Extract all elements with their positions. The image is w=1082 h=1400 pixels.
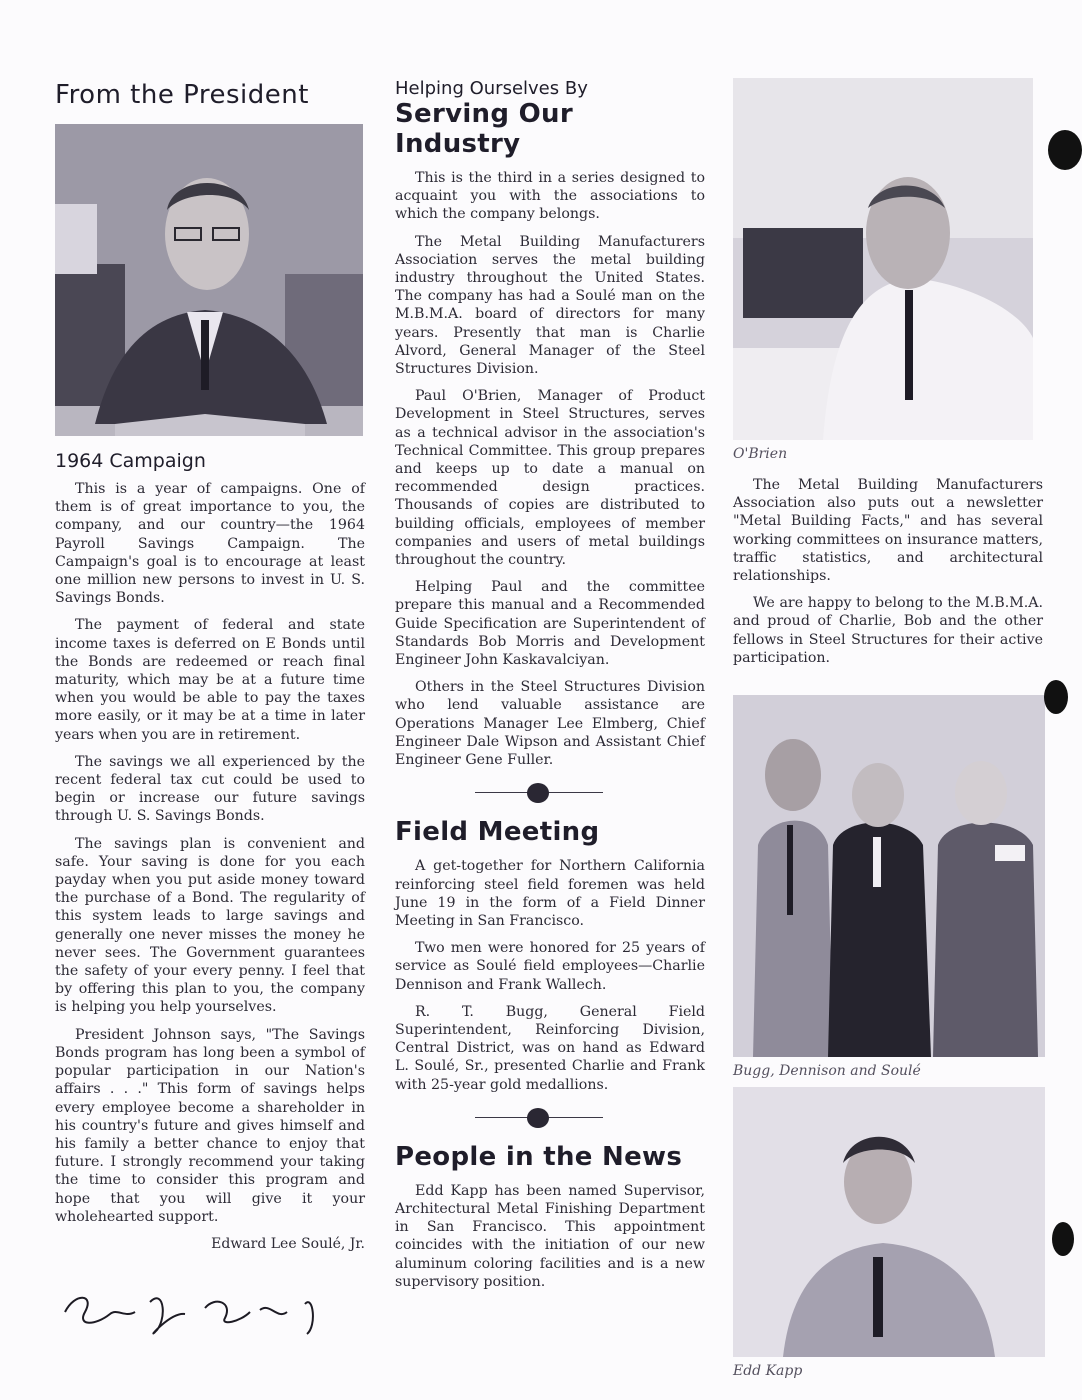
- page-title: From the President: [55, 80, 309, 110]
- kapp-caption: Edd Kapp: [733, 1363, 803, 1380]
- president-paragraph-3: The savings we all experienced by the recent federal tax cut could be used to begin or increase our future savings through U. S. Savings Bonds.: [55, 753, 365, 825]
- photos-column: [733, 78, 1043, 1379]
- industry-paragraph-3: Paul O'Brien, Manager of Product Development in Steel Structures, serves as a technical advisor in the association's Technical Committee. This group prepares and keeps up to date a manual on recommended design practices. Thousands of copies are distributed to building officials, employees of member companies and users of metal buildings throughout the country.: [395, 388, 705, 569]
- industry-paragraph-1: This is the third in a series designed to acquaint you with the associations to which the company belongs.: [395, 170, 705, 223]
- section-divider: [475, 783, 603, 803]
- group-photo: [733, 695, 1045, 1057]
- field-paragraph-1: A get-together for Northern California reinforcing steel field foremen was held June 19 in the form of a Field Dinner Meeting in San Francisco.: [395, 858, 705, 929]
- president-column: [55, 80, 365, 1346]
- industry-continued-paragraph-1: The Metal Building Manufacturers Association also puts out a newsletter "Metal Building Facts," and has several working committees on insurance matters, traffic statistics, and architectural relationships.: [733, 477, 1043, 585]
- handwritten-signature: [55, 1282, 355, 1342]
- president-paragraph-1: This is a year of campaigns. One of them is of great importance to you, the company, and our country—the 1964 Payroll Savings Campaign. The Campaign's goal is to encourage at least one million new persons to invest in U. S. Savings Bonds.: [55, 481, 365, 607]
- industry-paragraph-2: The Metal Building Manufacturers Association serves the metal building industry throughout the United States. The company has had a Soulé man on the M.B.M.A. board of directors for many years. Presently that man is Charlie Alvord, General Manager of the Steel Structures Division.: [395, 233, 705, 378]
- industry-column: [395, 78, 705, 1300]
- president-photo: [55, 124, 363, 436]
- president-paragraph-4: The savings plan is convenient and safe. Your saving is done for you each payday when you put aside money toward the purchase of a Bond. The regularity of this system leads to large savings and generally one never misses the money he never sees. The Government guarantees the safety of your every penny. I feel that by offering this plan to you, the company is helping you help yourselves.: [55, 835, 365, 1016]
- industry-paragraph-5: Others in the Steel Structures Division who lend valuable assistance are Operations Manager Lee Elmberg, Chief Engineer Dale Wipson and Assistant Chief Engineer Gene Fuller.: [395, 679, 705, 769]
- obrien-caption: O'Brien: [733, 446, 788, 462]
- group-caption: Bugg, Dennison and Soulé: [733, 1063, 921, 1080]
- binder-hole: [1052, 1222, 1074, 1256]
- industry-kicker: Helping Ourselves By: [395, 78, 588, 99]
- field-paragraph-3: R. T. Bugg, General Field Superintendent, Reinforcing Division, Central District, was on hand as Edward L. Soulé, Sr., presented Charlie and Frank with 25-year gold medallions.: [395, 1003, 705, 1093]
- obrien-portrait-image: [733, 78, 1033, 440]
- president-portrait-image: [55, 124, 363, 436]
- obrien-photo: [733, 78, 1033, 440]
- section-divider: [475, 1108, 603, 1128]
- president-paragraph-5: President Johnson says, "The Savings Bonds program has long been a symbol of popular participation in our Nation's affairs . . ." This form of savings helps every employee become a shareholder in his country's future and gives himself and his family a better chance to enjoy that future. I strongly recommend your taking the time to consider this program and hope that you will give it your wholehearted support.: [55, 1026, 365, 1225]
- field-paragraph-2: Two men were honored for 25 years of service as Soulé field employees—Charlie Dennison and Frank Wallech.: [395, 940, 705, 993]
- kapp-portrait-image: [733, 1087, 1045, 1357]
- people-news-title: People in the News: [395, 1141, 683, 1172]
- industry-title: Serving Our Industry: [395, 99, 573, 159]
- kapp-photo: [733, 1087, 1045, 1357]
- binder-hole: [1044, 680, 1068, 714]
- industry-continued-paragraph-2: We are happy to belong to the M.B.M.A. and proud of Charlie, Bob and the other fellows in Steel Structures for their active participation.: [733, 595, 1043, 666]
- president-paragraph-2: The payment of federal and state income taxes is deferred on E Bonds until the Bonds are redeemed or reach final maturity, which may be at a future time when you would be able to pay the taxes more easily, or it may be at a time in later years when you are in retirement.: [55, 617, 365, 743]
- group-portrait-image: [733, 695, 1045, 1057]
- campaign-heading: 1964 Campaign: [55, 450, 206, 472]
- field-meeting-title: Field Meeting: [395, 817, 600, 848]
- people-paragraph-1: Edd Kapp has been named Supervisor, Architectural Metal Finishing Department in San Francisco. This appointment coincides with the initiation of our new aluminum coloring facilities and is a new supervisory position.: [395, 1182, 705, 1290]
- signature-name: Edward Lee Soulé, Jr.: [211, 1235, 365, 1252]
- industry-paragraph-4: Helping Paul and the committee prepare this manual and a Recommended Guide Specification are Superintendent of Standards Bob Morris and Development Engineer John Kaskavalciyan.: [395, 579, 705, 669]
- binder-hole: [1048, 130, 1082, 170]
